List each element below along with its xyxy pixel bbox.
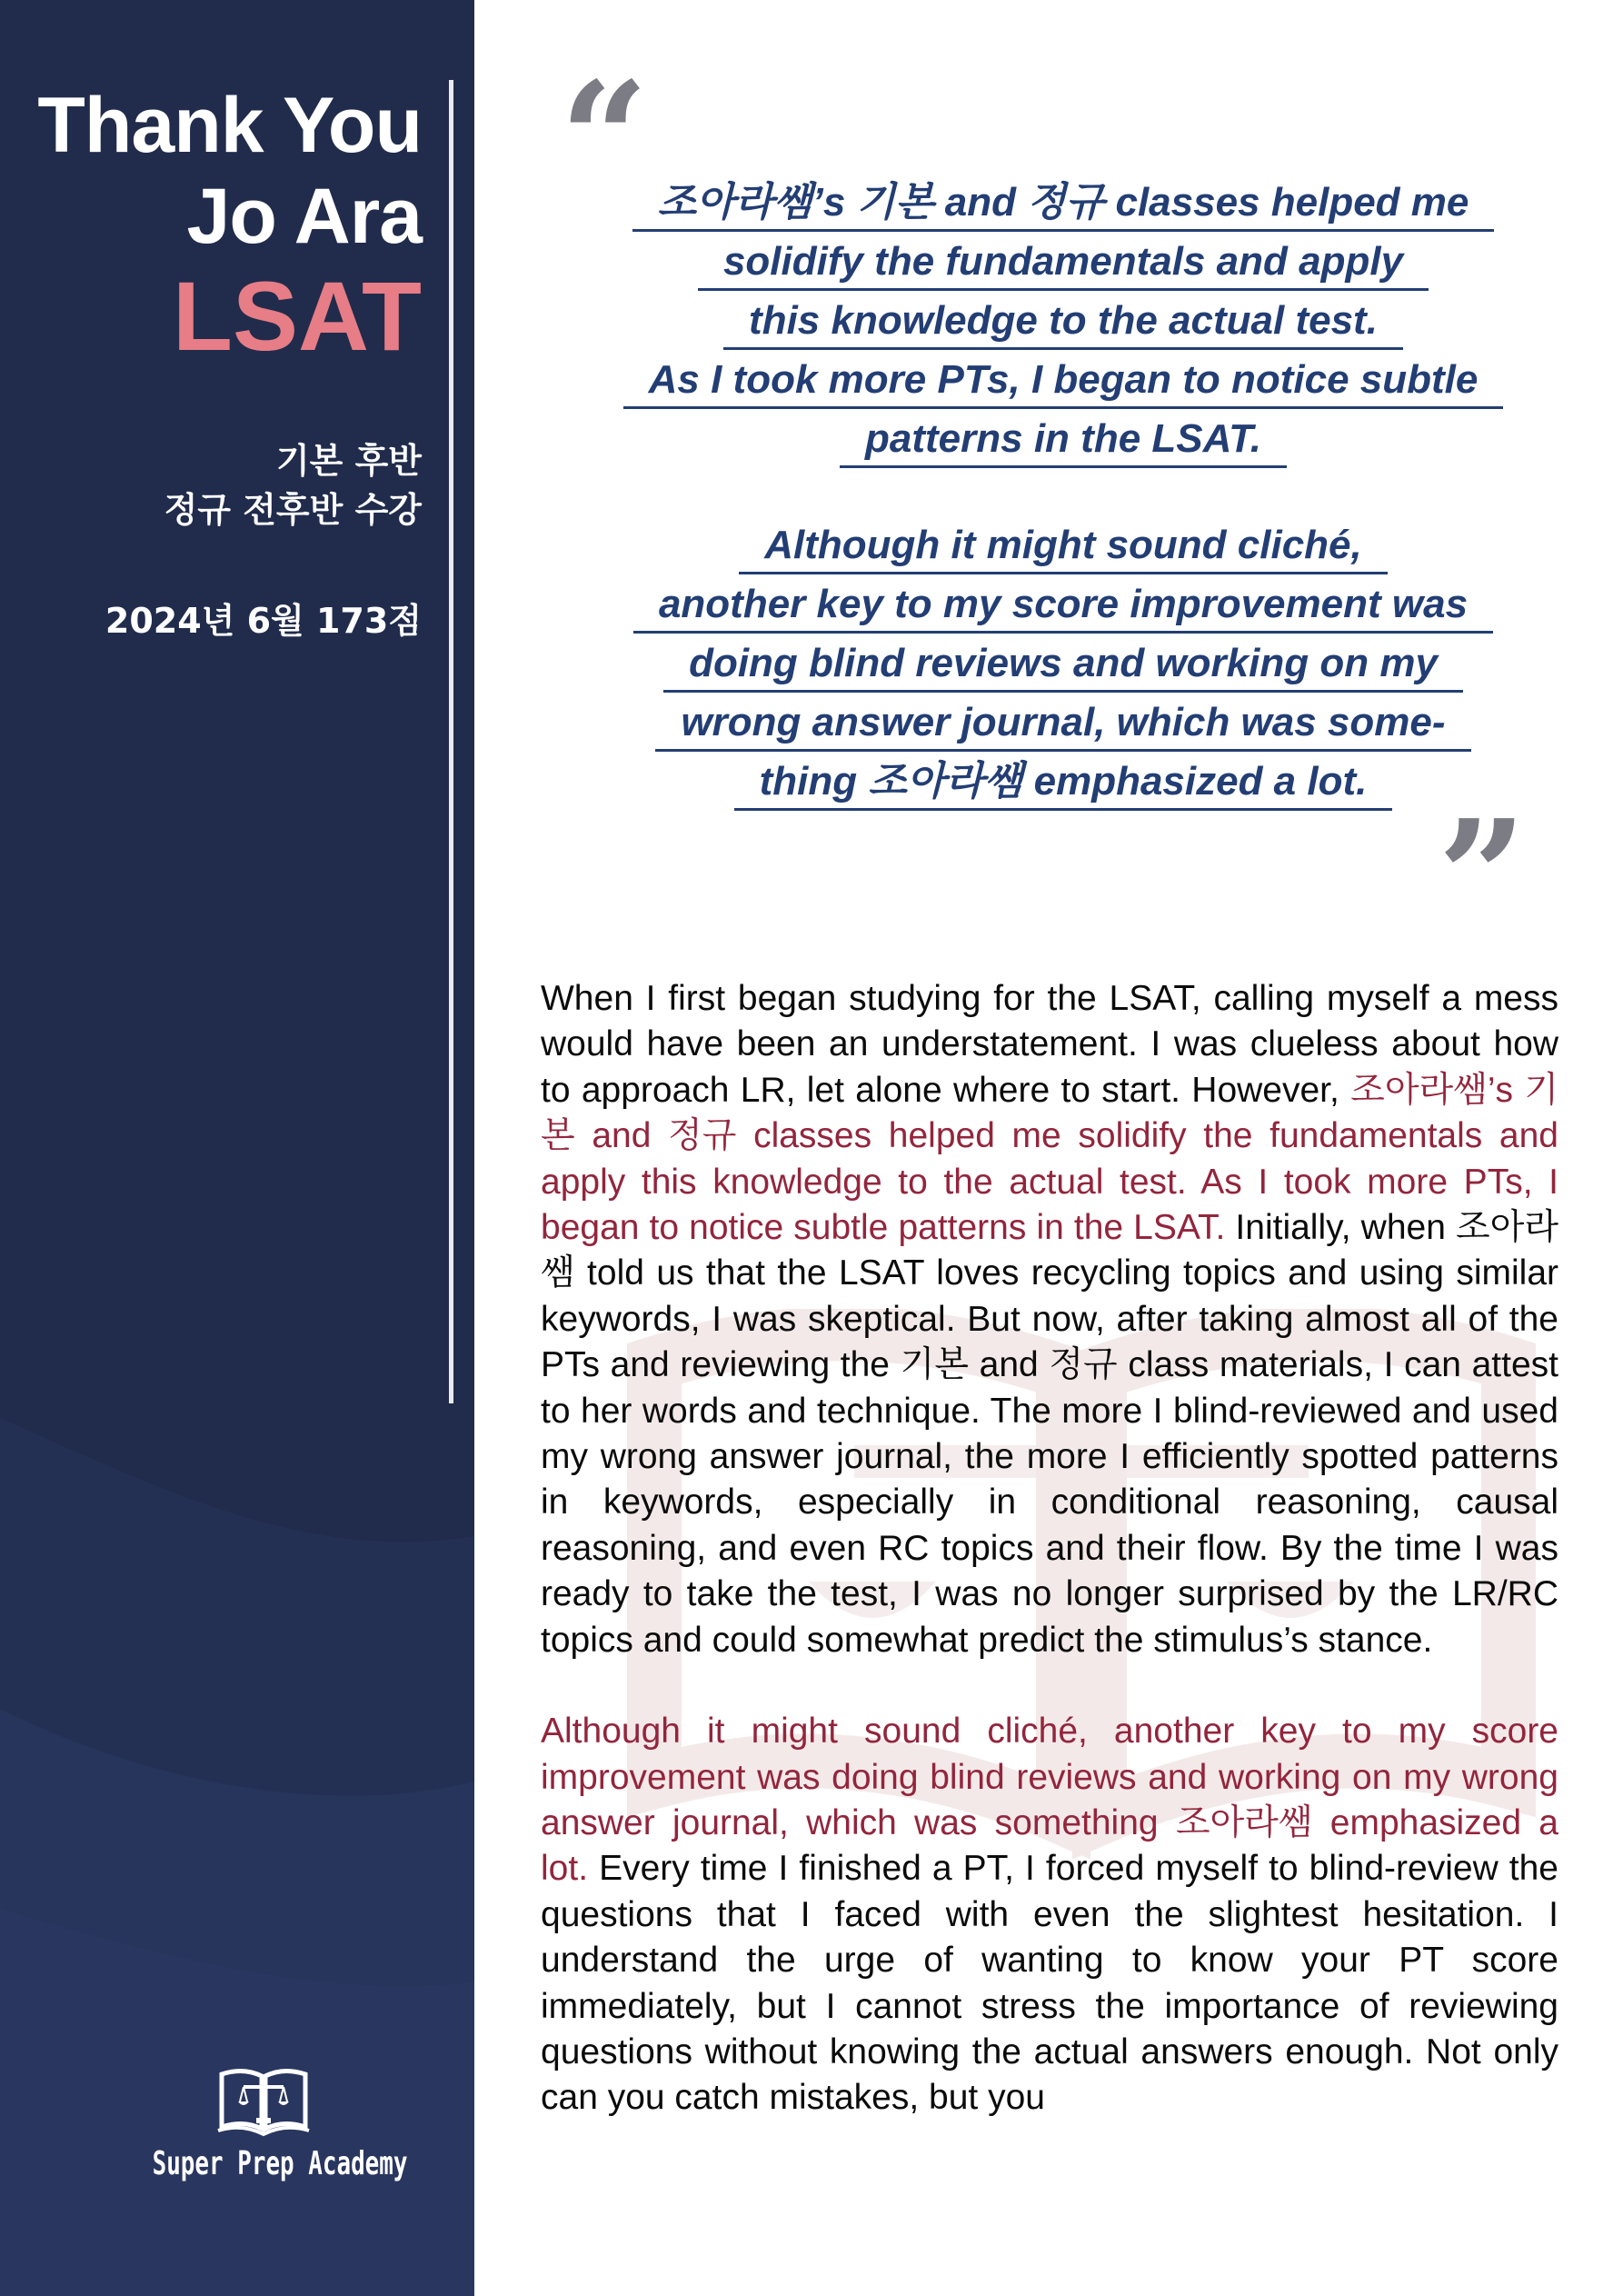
close-quote-mark: ”: [1438, 786, 1527, 968]
sidebar-divider: [449, 80, 453, 1403]
sidebar-title: [37, 80, 422, 371]
pull-quote-line: Although it might sound cliché,: [739, 521, 1388, 574]
pull-quote-line: 조아라쌤’s 기본 and 정규 classes helped me: [632, 178, 1495, 232]
body-text-run: Every time I finished a PT, I forced myself to blind-review the questions that I faced with even the slightest hesitation. I understand the urge of wanting to know your PT score immediately, but I cannot stress the importance of reviewing questions without knowing the actual answers enough. Not only can you catch mistakes, but you: [541, 1849, 1558, 2118]
pull-quote-line: solidify the fundamentals and apply: [698, 237, 1429, 291]
body-highlight: Although it might sound cliché, another key to my score improvement was doing blind reviews and working on my wrong answer journal, which was something 조아라쌤 emphasized a lot.: [541, 1712, 1558, 1889]
classes-line-2: 정규 전후반 수강: [164, 490, 422, 530]
body-paragraph-2: [541, 1709, 1558, 2121]
body-text-run: When I first began studying for the LSAT, calling myself a mess would have been an understatement. I was clueless about how to approach LR, let alone where to start. However,: [541, 979, 1558, 1110]
academy-logo: [109, 2063, 418, 2182]
open-quote-mark: “: [560, 48, 649, 230]
pull-quote: [563, 178, 1563, 816]
title-thank-you: Thank You: [37, 82, 422, 169]
sidebar-panel: [0, 0, 474, 2296]
pull-quote-line: wrong answer journal, which was some-: [655, 698, 1470, 752]
pull-quote-line: this knowledge to the actual test.: [723, 296, 1403, 350]
testimonial-body: [541, 976, 1558, 2121]
body-highlight: 조아라쌤’s 기본 and 정규 classes helped me solidify the fundamentals and apply this knowledge to the actual test. As I took more PTs, I began to notice subtle patterns in the LSAT.: [541, 1070, 1558, 1248]
body-text-run: Initially, when 조아라쌤 told us that the LSAT loves recycling topics and using similar keywords, I was skeptical. But now, after taking almost all of the PTs and reviewing the 기본 and 정규 class materials, I can attest to her words and technique. The more I blind-reviewed and used my wrong answer journal, the more I efficiently spotted patterns in keywords, especially in conditional reasoning, causal reasoning, and even RC topics and their flow. By the time I was ready to take the test, I was no longer surprised by the LR/RC topics and could somewhat predict the stimulus’s stance.: [541, 1208, 1558, 1660]
pull-quote-line: patterns in the LSAT.: [840, 414, 1287, 468]
pull-quote-line: thing 조아라쌤 emphasized a lot.: [734, 757, 1393, 811]
score-label: 2024년 6월 173점: [105, 601, 422, 641]
body-paragraph-1: [541, 976, 1558, 1663]
pull-quote-line: doing blind reviews and working on my: [663, 639, 1463, 693]
academy-name: Super Prep Academy: [152, 2145, 408, 2182]
title-teacher-name: Jo Ara: [186, 173, 422, 260]
pull-quote-line: another key to my score improvement was: [633, 580, 1493, 634]
classes-line-1: 기본 후반: [275, 441, 422, 481]
pull-quote-para-1: [563, 178, 1563, 474]
pull-quote-para-2: [563, 521, 1563, 816]
pull-quote-line: As I took more PTs, I began to notice subtle: [623, 355, 1504, 409]
classes-taken: [164, 436, 422, 534]
title-lsat: LSAT: [173, 261, 422, 371]
open-book-scales-icon: [216, 2063, 311, 2138]
